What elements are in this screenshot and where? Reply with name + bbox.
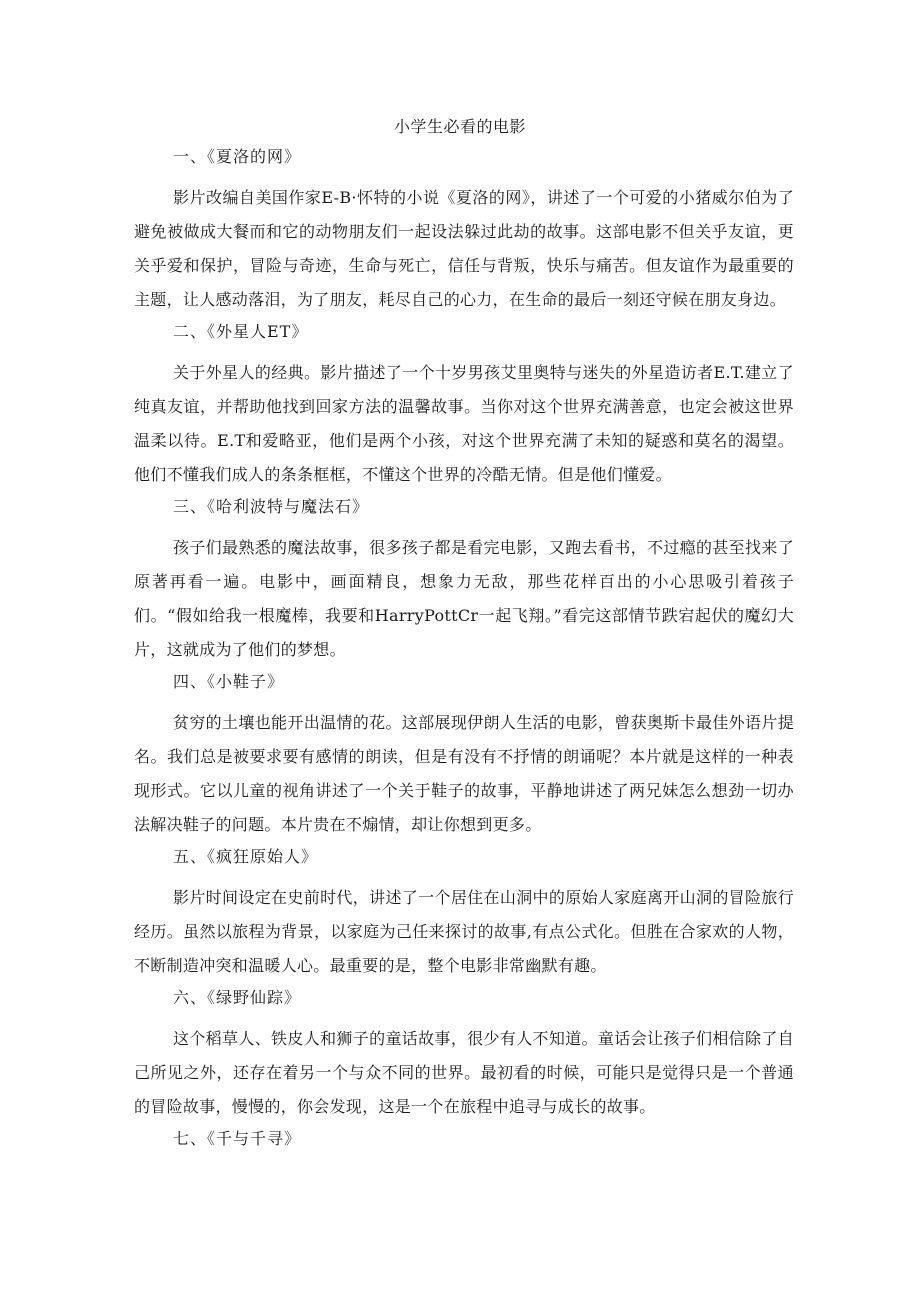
section-heading-7: 七、《千与千寻》 [173, 1129, 302, 1148]
section-paragraph-3: 孩子们最熟悉的魔法故事，很多孩子都是看完电影，又跑去看书，不过瘾的甚至找来了原著再看一遍。电影中，画面精良，想象力无敌，那些花样百出的小心思吸引着孩子们。“假如给我一根魔棒，我要和HarryPottCr一起飞翔。”看完这部情节跌宕起伏的魔幻大片，这就成为了他们的梦想。 [134, 538, 794, 659]
document-body [134, 146, 794, 1163]
section-heading-5: 五、《疯狂原始人》 [173, 847, 319, 866]
section-heading-4: 四、《小鞋子》 [173, 672, 285, 691]
section-paragraph-4: 贫穷的土壤也能开出温情的花。这部展现伊朗人生活的电影，曾获奥斯卡最佳外语片提名。我们总是被要求要有感情的朗读，但是有没有不抒情的朗诵呢？本片就是这样的一种表现形式。它以儿童的视角讲述了一个关于鞋子的故事，平静地讲述了两兄妹怎么想劲一切办法解决鞋子的问题。本片贵在不煽情，却让你想到更多。 [134, 713, 794, 834]
section-paragraph-1: 影片改编自美国作家E-B·怀特的小说《夏洛的网》，讲述了一个可爱的小猪威尔伯为了避免被做成大餐而和它的动物朋友们一起设法躲过此劫的故事。这部电影不但关乎友谊，更关乎爱和保护，冒险与奇迹，生命与死亡，信任与背叛，快乐与痛苦。但友谊作为最重要的主题，让人感动落泪，为了朋友，耗尽自己的心力，在生命的最后一刻还守候在朋友身边。 [134, 188, 794, 309]
section-heading-3: 三、《哈利波特与魔法石》 [173, 497, 370, 516]
section-heading-6: 六、《绿野仙踪》 [173, 988, 302, 1007]
document-title: 小学生必看的电影 [393, 117, 526, 136]
section-paragraph-2: 关于外星人的经典。影片描述了一个十岁男孩艾里奥特与迷失的外星造访者E.T.建立了纯真友谊，并帮助他找到回家方法的温馨故事。当你对这个世界充满善意，也定会被这世界温柔以待。E.T和爱略亚，他们是两个小孩，对这个世界充满了未知的疑惑和莫名的渴望。他们不懂我们成人的条条框框，不懂这个世界的冷酷无情。但是他们懂爱。 [134, 363, 794, 484]
section-paragraph-6: 这个稻草人、铁皮人和狮子的童话故事，很少有人不知道。童话会让孩子们相信除了自己所见之外，还存在着另一个与众不同的世界。最初看的时候，可能只是觉得只是一个普通的冒险故事，慢慢的，你会发现，这是一个在旅程中追寻与成长的故事。 [134, 1029, 794, 1116]
section-paragraph-5: 影片时间设定在史前时代，讲述了一个居住在山洞中的原始人家庭离开山洞的冒险旅行经历。虽然以旅程为背景，以家庭为己任来探讨的故事,有点公式化。但胜在合家欢的人物，不断制造冲突和温暖人心。最重要的是，整个电影非常幽默有趣。 [134, 888, 794, 975]
section-heading-1: 一、《夏洛的网》 [173, 147, 302, 166]
section-heading-2: 二、《外星人ET》 [173, 322, 309, 341]
